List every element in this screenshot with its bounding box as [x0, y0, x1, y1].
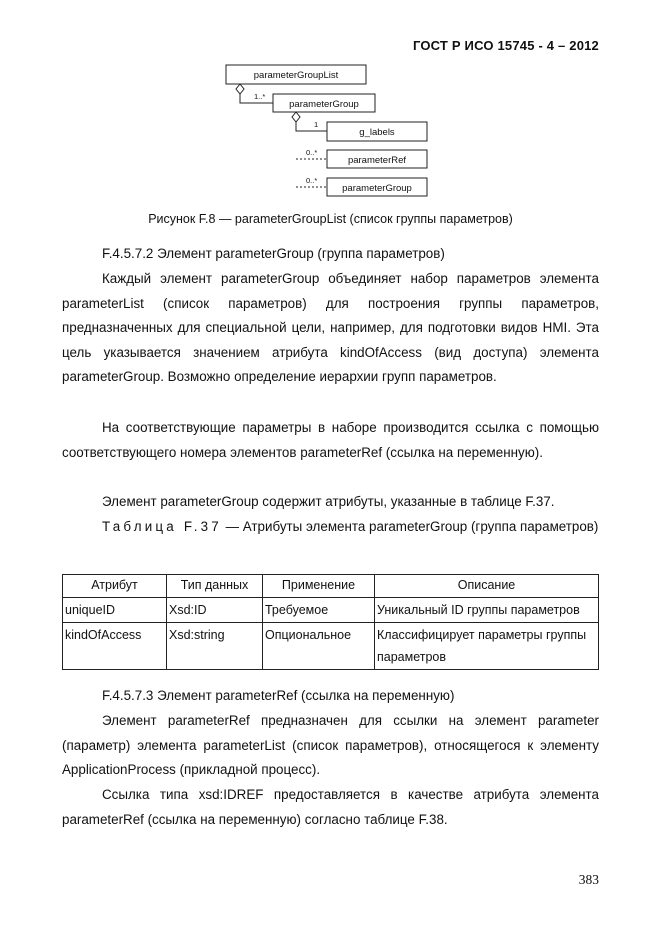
figure-caption: Рисунок F.8 — parameterGroupList (список группы параметров): [148, 212, 513, 226]
column-header: Атрибут: [63, 575, 167, 598]
box-label: parameterGroup: [342, 183, 412, 194]
box-label: parameterRef: [347, 155, 407, 166]
aggregation-diamond: [236, 84, 244, 94]
page-number: 383: [578, 872, 599, 887]
section-heading: F.4.5.7.2 Элемент parameterGroup (группа параметров): [102, 246, 445, 261]
table-title: [62, 515, 599, 540]
section-heading: F.4.5.7.3 Элемент parameterRef (ссылка на переменную): [102, 688, 455, 703]
uml-diagram: [0, 0, 661, 205]
multiplicity-label: 0..*: [306, 176, 318, 185]
table-header-row: [63, 575, 599, 598]
table-cell: uniqueID: [63, 598, 167, 623]
multiplicity-label: 1: [314, 120, 319, 129]
paragraph: Элемент parameterGroup содержит атрибуты, указанные в таблице F.37.: [102, 494, 555, 509]
table-title-text: — Атрибуты элемента parameterGroup (группа параметров): [221, 519, 599, 534]
table-cell: Xsd:string: [167, 623, 263, 670]
paragraph: Элемент parameterRef предназначен для ссылки на элемент parameter (параметр) элемента parameterList (список параметров), относящегося к элементу ApplicationProcess (прикладной процесс).: [62, 713, 599, 778]
connector-group-labels: [296, 122, 327, 131]
box-label: parameterGroupList: [253, 70, 339, 81]
table-cell: Требуемое: [263, 598, 375, 623]
box-label: g_labels: [359, 127, 395, 138]
table-cell: Уникальный ID группы параметров: [375, 598, 599, 623]
attributes-table: [62, 574, 599, 670]
table-row: [63, 598, 599, 623]
multiplicity-label: 0..*: [306, 148, 318, 157]
table-title-label: Таблица F.37: [102, 519, 222, 534]
column-header: Тип данных: [167, 575, 263, 598]
table-cell: Классифицирует параметры группы параметров: [375, 623, 599, 670]
table-cell: Опциональное: [263, 623, 375, 670]
paragraph: Ссылка типа xsd:IDREF предоставляется в качестве атрибута элемента parameterRef (ссылка на переменную) согласно таблице F.38.: [62, 787, 599, 827]
multiplicity-label: 1..*: [254, 92, 266, 101]
table-row: [63, 623, 599, 670]
box-label: parameterGroup: [289, 99, 359, 110]
paragraph: Каждый элемент parameterGroup объединяет набор параметров элемента parameterList (список параметров) для построения группы параметров, предназначенных для специальной цели, например, для подготовки видов HMI. Эта цель указывается значением атрибута kindOfAccess (вид доступа) элемента parameterGroup. Возможно определение иерархии групп параметров.: [62, 271, 599, 385]
paragraph: На соответствующие параметры в наборе производится ссылка с помощью соответствующего номера элементов parameterRef (ссылка на переменную).: [62, 420, 599, 460]
table-cell: Xsd:ID: [167, 598, 263, 623]
document-header: ГОСТ Р ИСО 15745 - 4 – 2012: [412, 38, 599, 53]
column-header: Применение: [263, 575, 375, 598]
table-cell: kindOfAccess: [63, 623, 167, 670]
aggregation-diamond: [292, 112, 300, 122]
column-header: Описание: [375, 575, 599, 598]
